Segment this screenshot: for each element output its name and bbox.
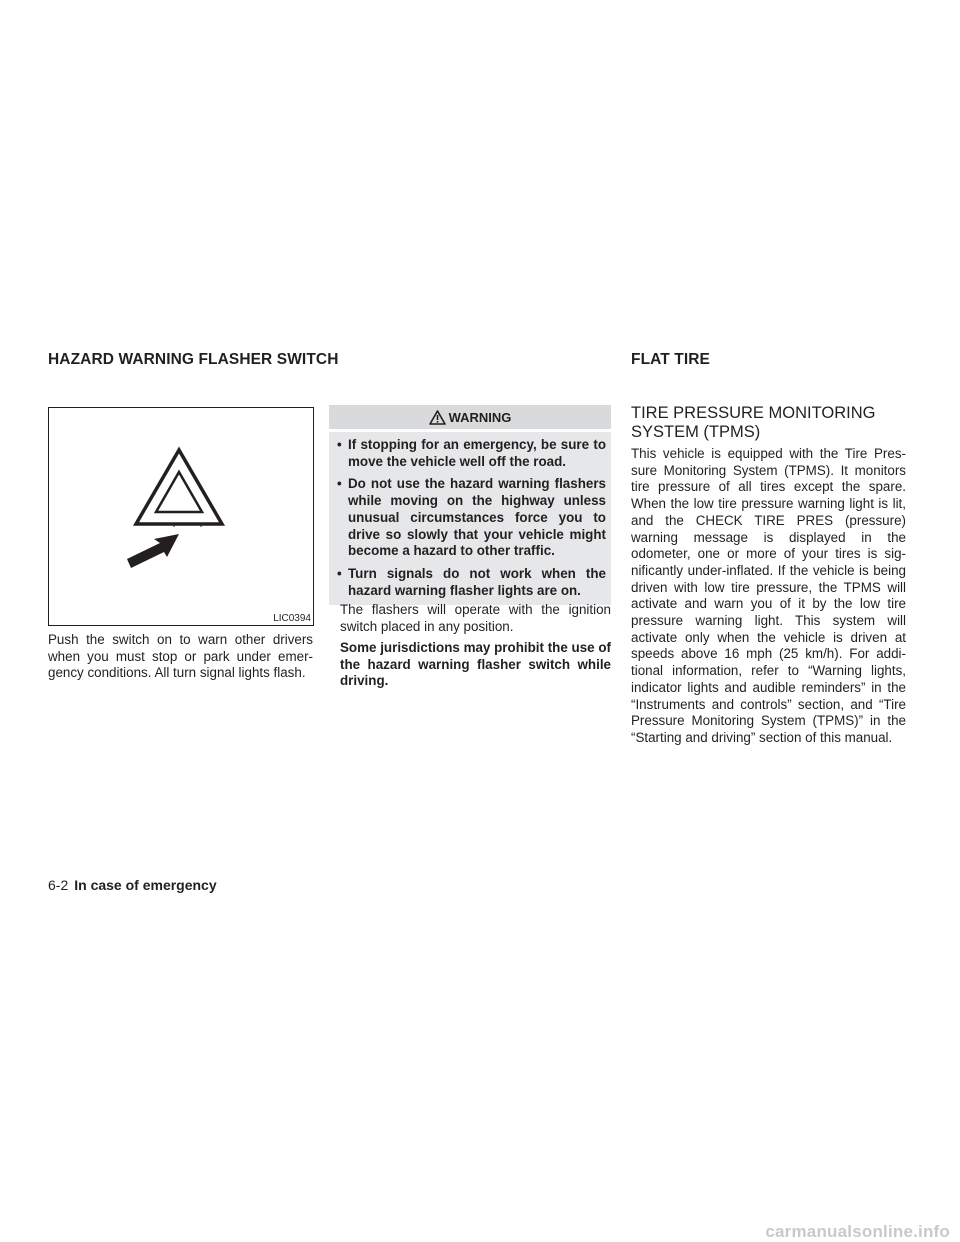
warning-item: • Do not use the hazard warning flashers while moving on the highway unless unusual circumstances force you to drive so slowly that your vehicle might become a hazard to other traffic.	[337, 476, 606, 559]
tpms-heading: TIRE PRESSURE MONITORING SYSTEM (TPMS)	[631, 404, 876, 441]
page-number: 6-2	[48, 877, 69, 893]
warning-icon	[429, 410, 446, 425]
tpms-paragraph: This vehicle is equipped with the Tire Pressure Monitoring System (TPMS). It monitors tire pressure of all tires except the spare. When the low tire pressure warning light is lit, and the CHECK TIRE PRES (pressure) warning message is displayed in the odometer, one or more of your tires is significantly under-inflated. If the vehicle is being driven with low tire pressure, the TPMS will activate and warn you of it by the low tire pressure warning light. This system will activate only when the vehicle is driven at speeds above 16 mph (25 km/h). For additional information, refer to “Warning lights, indicator lights and audible reminders” in the “Instruments and controls” section, and “Tire Pressure Monitoring System (TPMS)” in the “Starting and driving” section of this manual.	[631, 446, 906, 745]
warning-list	[329, 432, 611, 605]
warning-box	[329, 405, 611, 605]
page-footer	[48, 877, 217, 895]
section-heading-hazard: HAZARD WARNING FLASHER SWITCH	[48, 351, 339, 368]
warning-title: WARNING	[448, 409, 512, 425]
flasher-paragraph: The flashers will operate with the ignition switch placed in any position.	[340, 602, 611, 634]
footer-section-title: In case of emergency	[74, 877, 217, 893]
warning-header	[329, 405, 611, 429]
jurisdiction-paragraph: Some jurisdictions may prohibit the use of the hazard warning flasher switch while driving.	[340, 640, 611, 689]
hazard-switch-figure	[48, 407, 314, 626]
section-heading-flat-tire: FLAT TIRE	[631, 351, 710, 368]
figure-label: LIC0394	[273, 613, 311, 624]
press-arrow-icon	[127, 534, 179, 568]
hazard-triangle-icon	[49, 408, 313, 625]
warning-item: • Turn signals do not work when the hazard warning flasher lights are on.	[337, 565, 606, 598]
warning-item: • If stopping for an emergency, be sure to move the vehicle well off the road.	[337, 437, 606, 469]
hazard-paragraph: Push the switch on to warn other drivers when you must stop or park under emergency conditions. All turn signal lights flash.	[48, 632, 313, 681]
watermark: carmanualsonline.info	[765, 1222, 950, 1241]
